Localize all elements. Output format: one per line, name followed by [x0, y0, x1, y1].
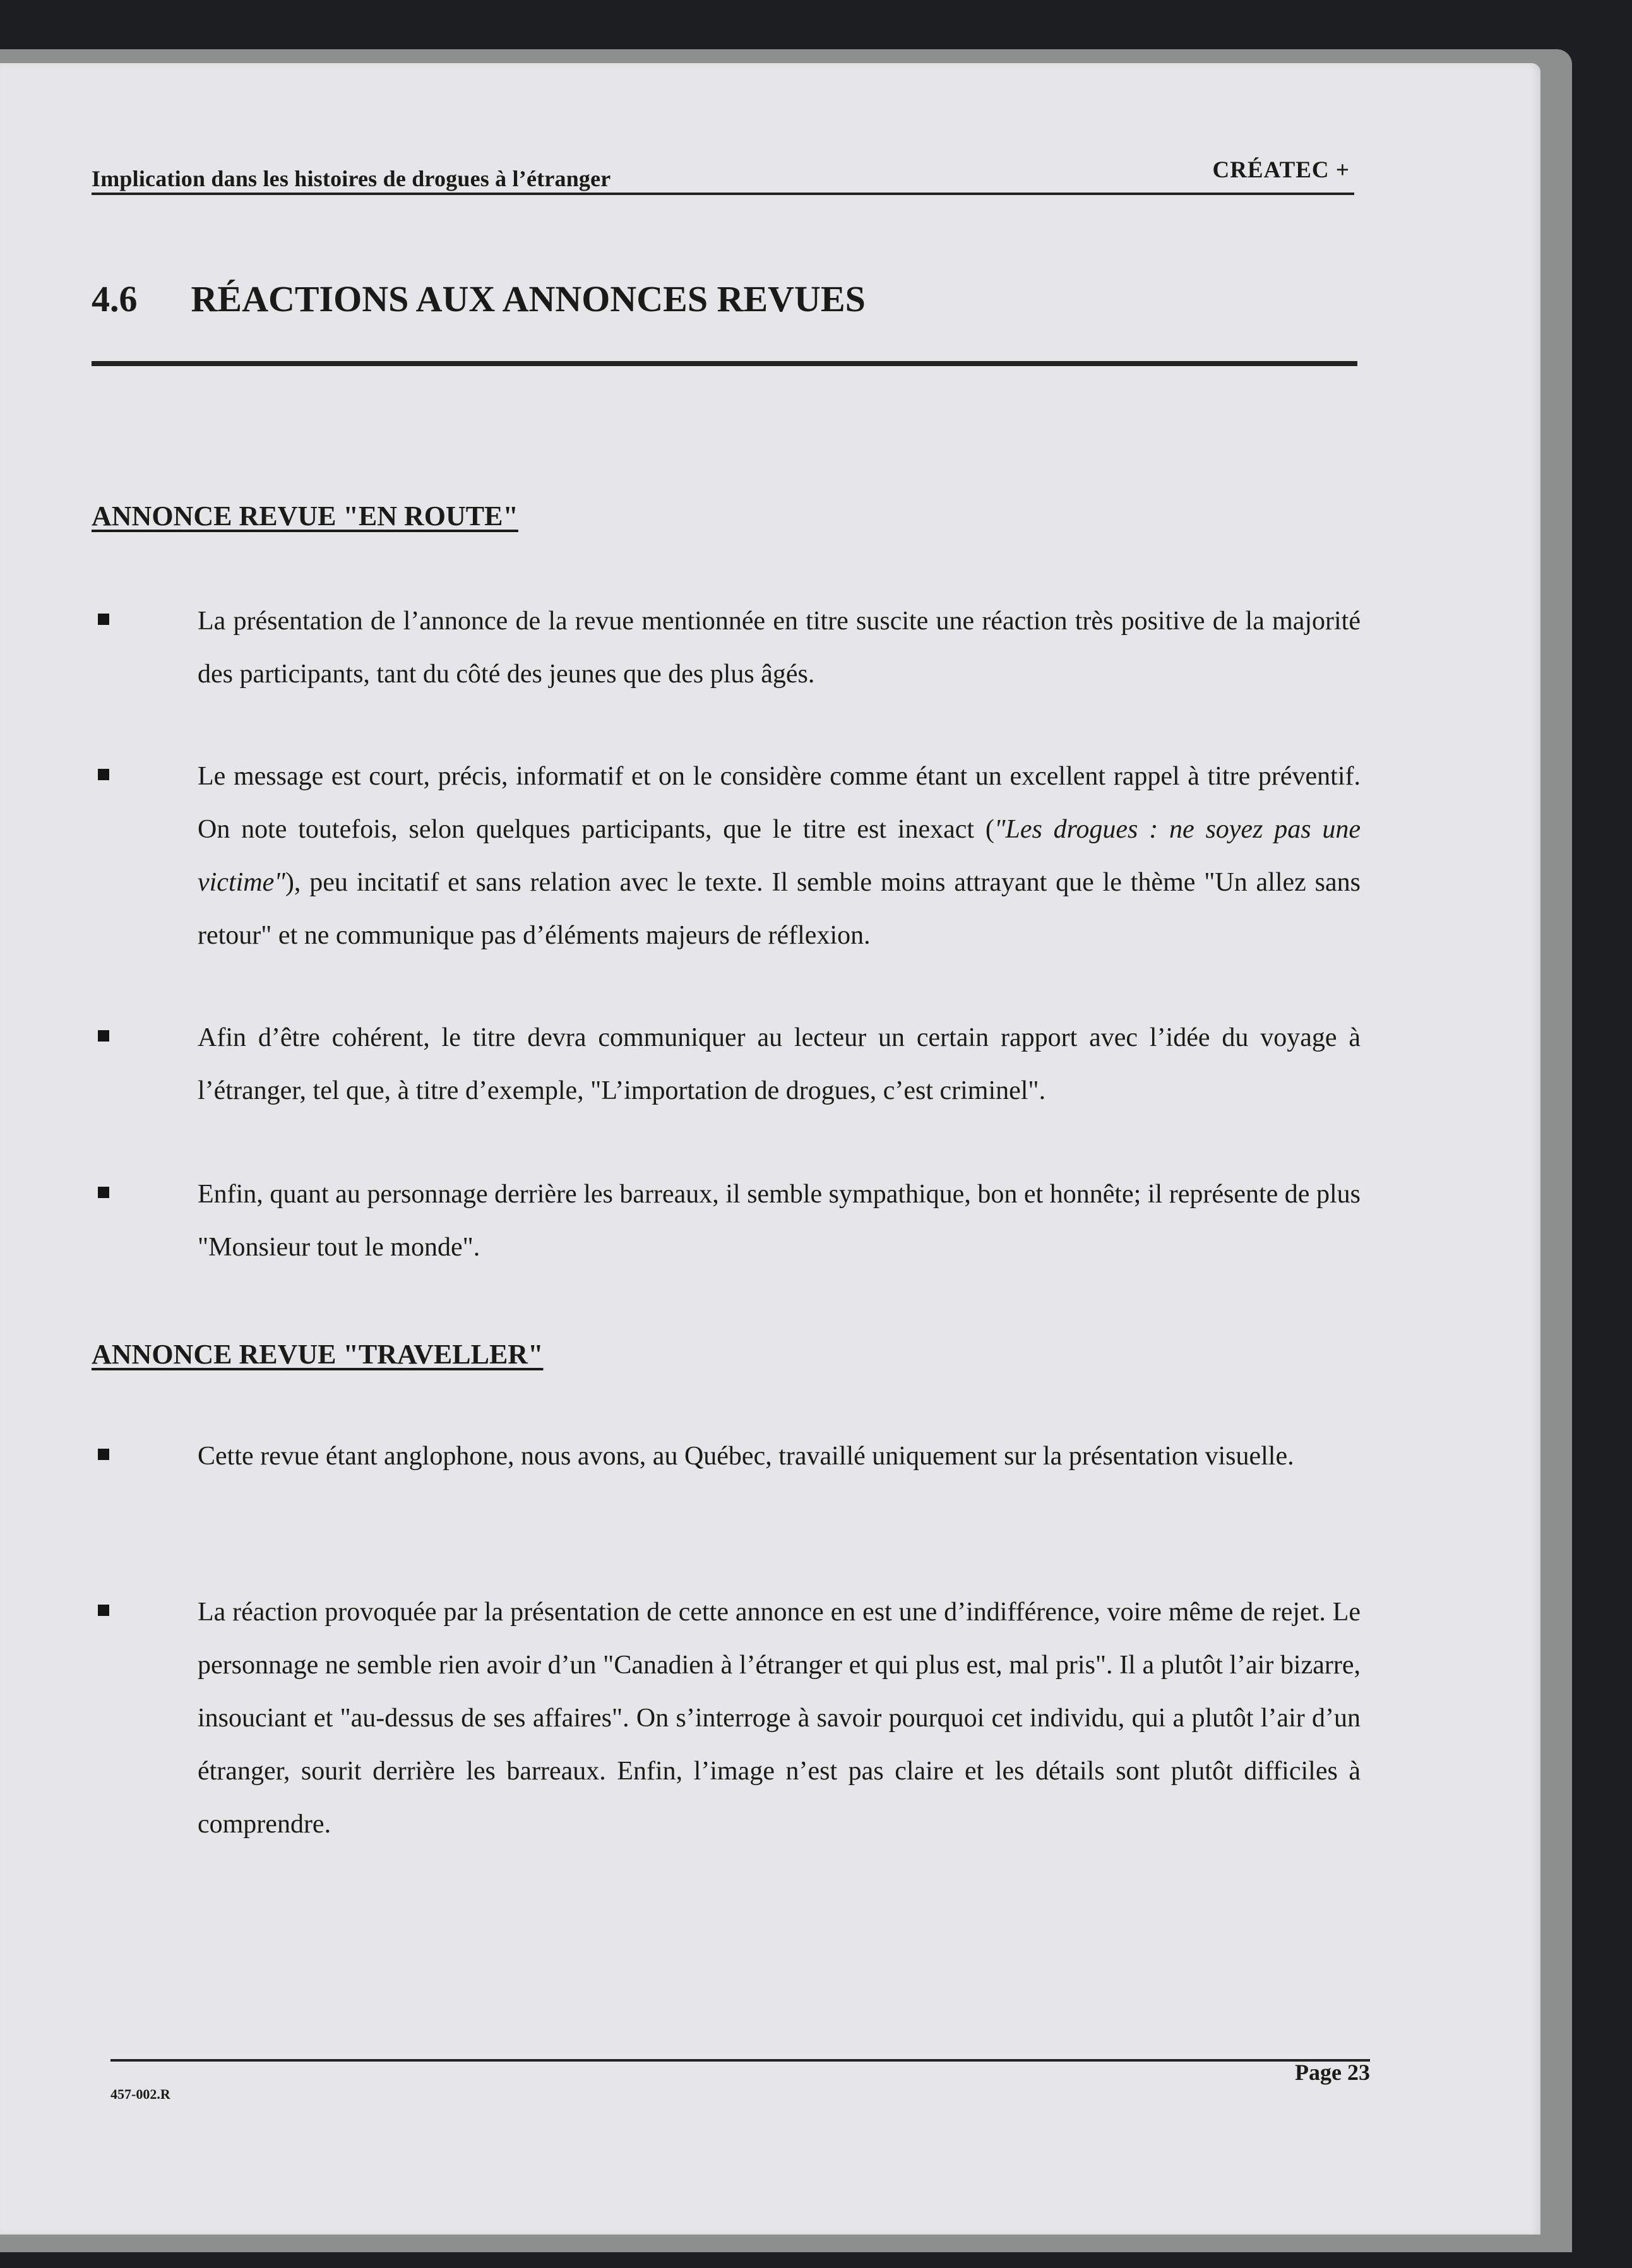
- bullet-text: La présentation de l’annonce de la revue mentionnée en titre suscite une réaction très positive de la majorité des participants, tant du côté des jeunes que des plus âgés.: [198, 607, 1361, 689]
- section-divider: [92, 361, 1357, 366]
- section-number: 4.6: [92, 278, 138, 319]
- list-item: [98, 1586, 1361, 1851]
- running-header-title: Implication dans les histoires de drogues à l’étranger: [92, 166, 611, 191]
- document-code: 457-002.R: [110, 2086, 170, 2102]
- bullet-text-part: Le message est court, précis, informatif et on le considère comme étant un excellent rappel à titre préventif. On note toutefois, selon quelques participants, que le titre est inexact (: [198, 762, 1361, 844]
- running-header-company: CRÉATEC +: [1212, 157, 1350, 183]
- bullet-square-icon: [98, 769, 109, 780]
- ad-title-quote: "Les drogues : ne soyez pas une victime": [198, 815, 1361, 897]
- bullet-text: Enfin, quant au personnage derrière les barreaux, il semble sympathique, bon et honnête; il représente de plus "Monsieur tout le monde".: [198, 1180, 1361, 1262]
- header-divider: [92, 193, 1354, 195]
- section-title: RÉACTIONS AUX ANNONCES REVUES: [191, 278, 866, 319]
- bullet-text: La réaction provoquée par la présentation de cette annonce en est une d’indifférence, voire même de rejet. Le personnage ne semble rien avoir d’un "Canadien à l’étranger et qui plus est, mal pris". Il a plutôt l’air bizarre, insouciant et "au-dessus de ses affaires". On s’interroge à savoir pourquoi cet individu, qui a plutôt l’air d’un étranger, sourit derrière les barreaux. Enfin, l’image n’est pas claire et les détails sont plutôt difficiles à comprendre.: [198, 1598, 1361, 1839]
- list-item: [98, 1430, 1361, 1483]
- list-item: [98, 1168, 1361, 1274]
- bullet-square-icon: [98, 1449, 109, 1460]
- section-heading: [92, 278, 866, 320]
- bullet-square-icon: [98, 614, 109, 625]
- page-number: Page 23: [1295, 2060, 1370, 2085]
- list-item: [98, 750, 1361, 962]
- bullet-square-icon: [98, 1030, 109, 1042]
- footer-divider: [110, 2059, 1370, 2062]
- document-page: [0, 63, 1540, 2235]
- list-item: [98, 1011, 1361, 1117]
- bullet-text: [198, 750, 1361, 962]
- list-item: [98, 595, 1361, 701]
- bullet-text: Cette revue étant anglophone, nous avons, au Québec, travaillé uniquement sur la présentation visuelle.: [198, 1442, 1294, 1471]
- bullet-square-icon: [98, 1605, 109, 1616]
- bullet-square-icon: [98, 1187, 109, 1198]
- subheading-en-route: ANNONCE REVUE "EN ROUTE": [92, 501, 518, 531]
- bullet-text-part: ), peu incitatif et sans relation avec le texte. Il semble moins attrayant que le thème "Un allez sans retour" et ne communique pas d’éléments majeurs de réflexion.: [198, 868, 1361, 950]
- subheading-traveller: ANNONCE REVUE "TRAVELLER": [92, 1339, 544, 1370]
- bullet-text: Afin d’être cohérent, le titre devra communiquer au lecteur un certain rapport avec l’idée du voyage à l’étranger, tel que, à titre d’exemple, "L’importation de drogues, c’est criminel".: [198, 1023, 1361, 1105]
